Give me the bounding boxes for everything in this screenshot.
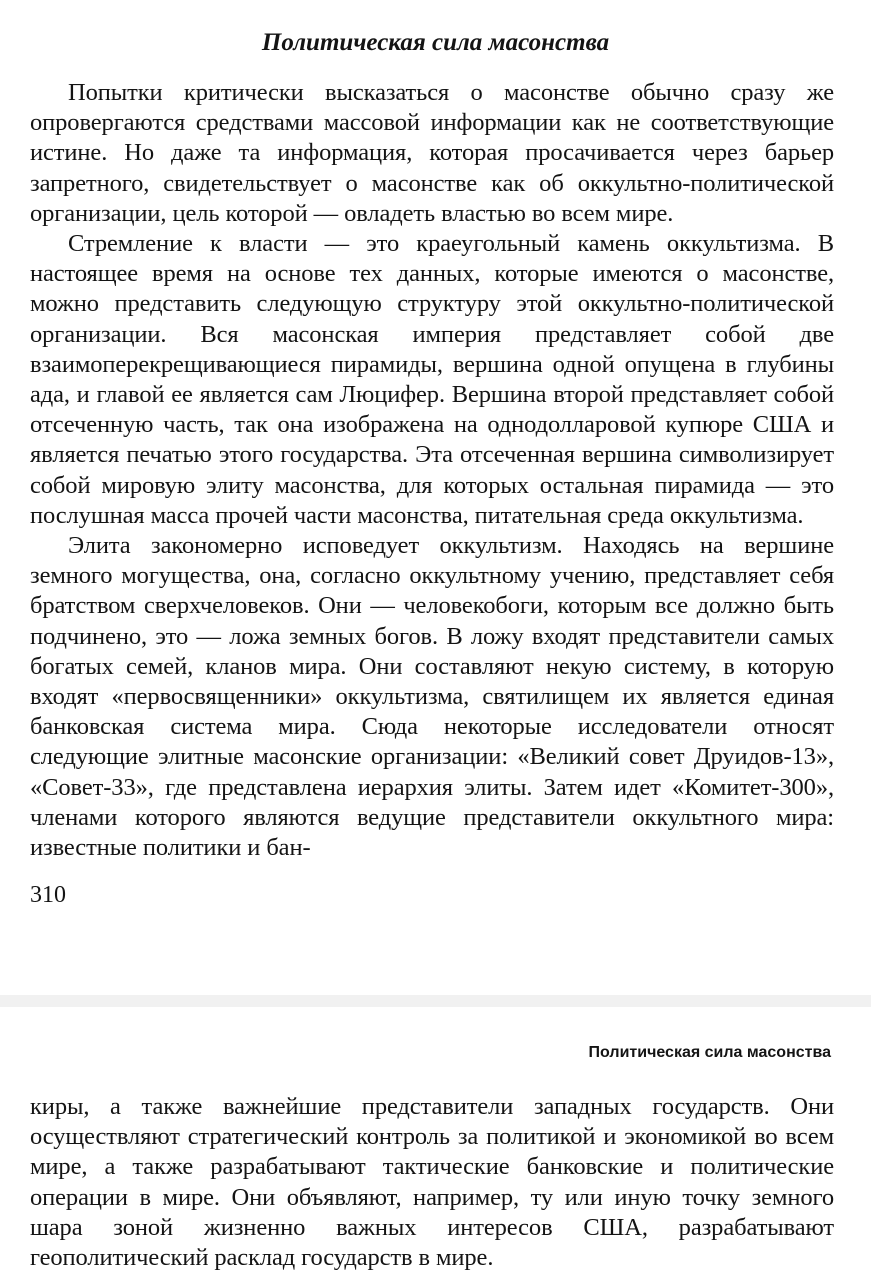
paragraph-2: Стремление к власти — это краеугольный камень оккультизма. В настоящее время на основе тех данных, которые имеются о масонстве, можно представить следующую структуру этой оккультно-политической организации. Вся масонская империя представляет собой две взаимоперекрещивающиеся пирамиды, вершина одной опущена в глубины ада, и главой ее является сам Люцифер. Вершина второй представляет собой отсеченную часть, так она изображена на однодолларовой купюре США и является печатью этого государства. Эта отсеченная вершина символизирует собой мировую элиту масонства, для которых остальная пирамида — это послушная масса прочей части масонства, питательная среда оккультизма. bbox=[30, 230, 834, 529]
page-body-text bbox=[30, 1092, 834, 1273]
book-page-311 bbox=[0, 1007, 871, 1280]
running-head: Политическая сила масонства bbox=[588, 1044, 831, 1061]
paragraph-1: Попытки критически высказаться о масонстве обычно сразу же опровергаются средствами массовой информации как не соответствующие истине. Но даже та информация, которая просачивается через барьер запретного, свидетельствует о масонстве как об оккультно-политической организации, цель которой — овладеть властью во всем мире. bbox=[30, 79, 834, 227]
page-body-text bbox=[30, 78, 834, 863]
paragraph-3: Элита закономерно исповедует оккультизм. Находясь на вершине земного могущества, она, согласно оккультному учению, представляет себя братством сверхчеловеков. Они — человекобоги, которым все должно быть подчинено, это — ложа земных богов. В ложу входят представители самых богатых семей, кланов мира. Они составляют некую систему, в которую входят «первосвященники» оккультизма, святилищем их является единая банковская система мира. Сюда некоторые исследователи относят следующие элитные масонские организации: «Великий совет Друидов-13», «Совет-33», где представлена иерархия элиты. Затем идет «Комитет-300», членами которого являются ведущие представители оккультного мира: известные политики и бан- bbox=[30, 532, 834, 862]
paragraph-1: киры, а также важнейшие представители западных государств. Они осуществляют стратегический контроль за политикой и экономикой во всем мире, а также разрабатывают тактические банковские и политические операции в мире. Они объявляют, например, ту или иную точку земного шара зоной жизненно важных интересов США, разрабатывают геополитический расклад государств в мире. bbox=[30, 1093, 834, 1272]
page-number: 310 bbox=[30, 882, 66, 908]
running-head: Политическая сила масонства bbox=[261, 29, 610, 56]
